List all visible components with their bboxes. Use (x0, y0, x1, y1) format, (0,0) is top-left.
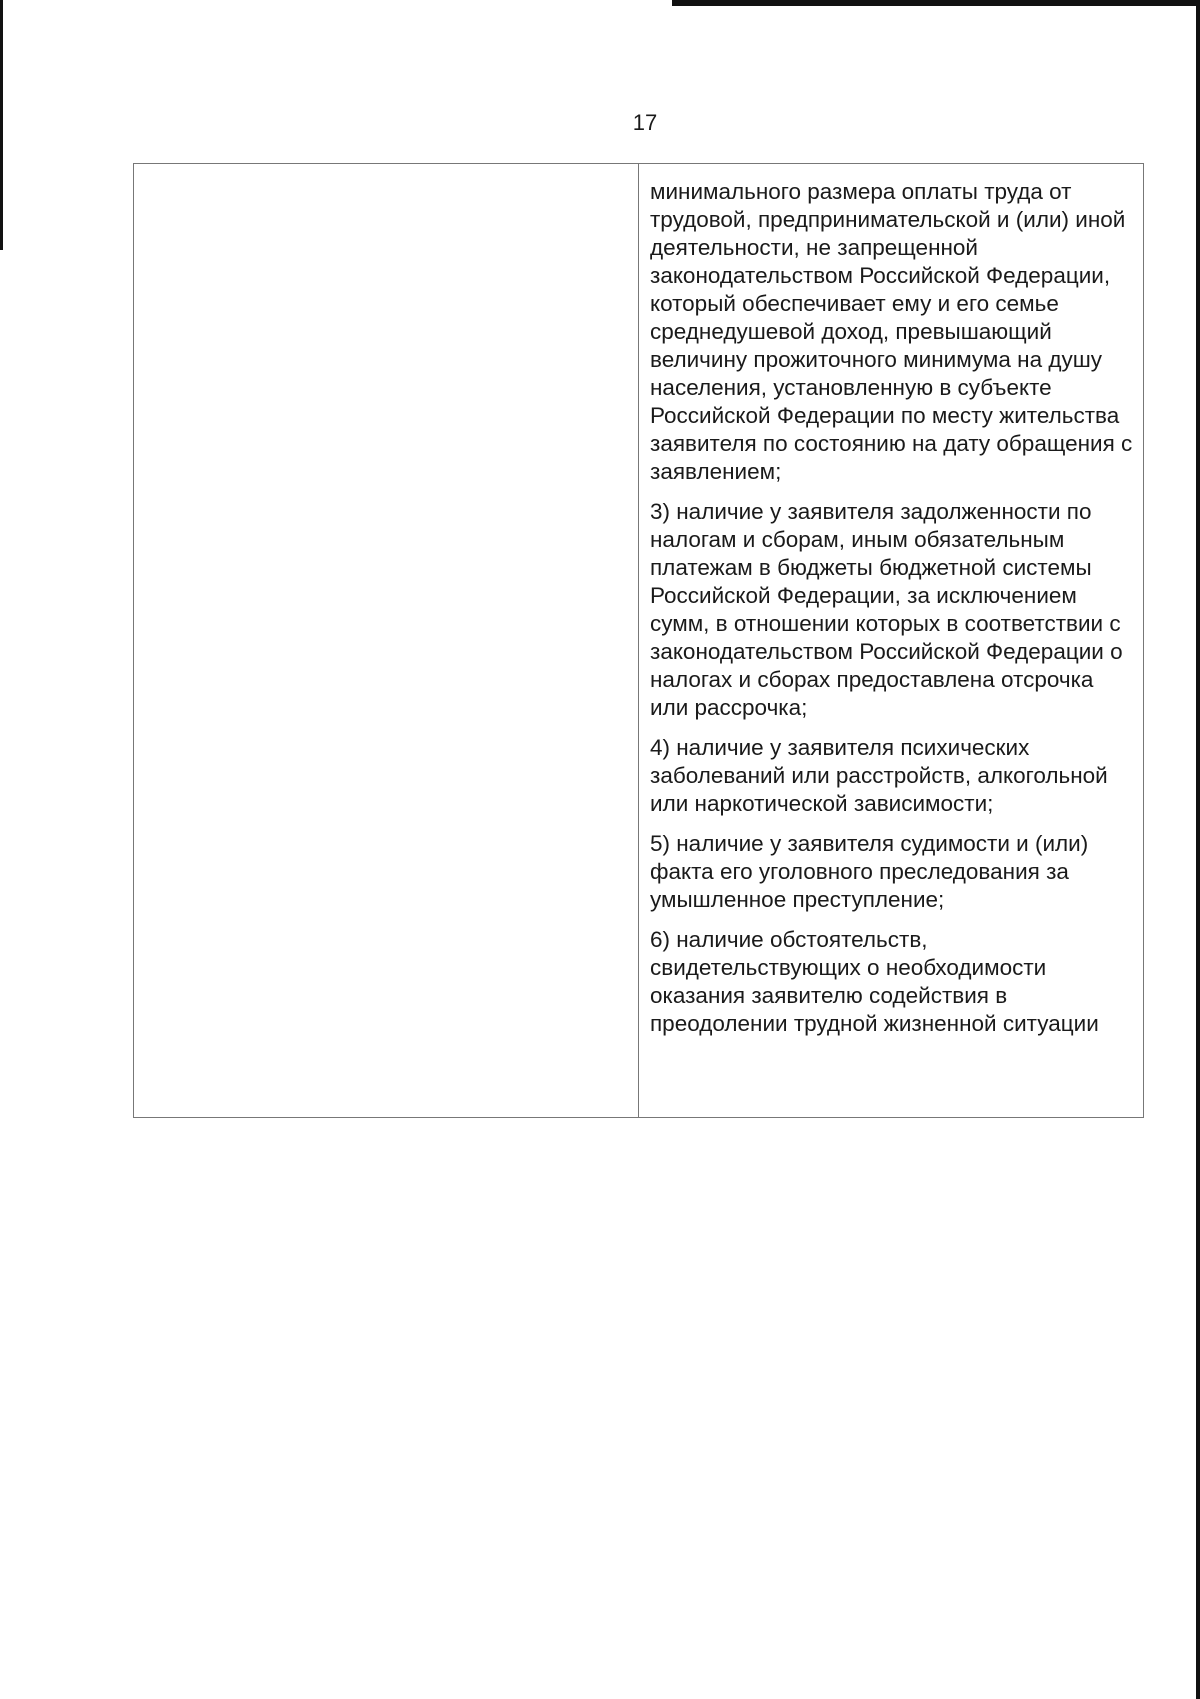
document-table (133, 163, 1144, 1118)
scan-edge-top (672, 0, 1200, 6)
page-number: 17 (632, 110, 658, 135)
paragraph-continuation: минимального размера оплаты труда от трудовой, предпринимательской и (или) иной деятельности, не запрещенной законодательством Российской Федерации, который обеспечивает ему и его семье среднедушевой доход, превышающий величину прожиточного минимума на душу населения, установленную в субъекте Российской Федерации по месту жительства заявителя по состоянию на дату обращения с заявлением; (650, 179, 1133, 484)
paragraph-item-6: 6) наличие обстоятельств, свидетельствующих о необходимости оказания заявителю содействия в преодолении трудной жизненной ситуации (650, 927, 1099, 1036)
paragraph-item-3: 3) наличие у заявителя задолженности по налогам и сборам, иным обязательным платежам в бюджеты бюджетной системы Российской Федерации, за исключением сумм, в отношении которых в соответствии с законодательством Российской Федерации о налогах и сборах предоставлена отсрочка или рассрочка; (650, 499, 1123, 720)
paragraph-item-4: 4) наличие у заявителя психических заболеваний или расстройств, алкогольной или наркотической зависимости; (650, 735, 1108, 816)
table-cell-right (639, 164, 1143, 1117)
paragraph-item-5: 5) наличие у заявителя судимости и (или) факта его уголовного преследования за умышленное преступление; (650, 831, 1089, 912)
table-cell-left (134, 164, 639, 1117)
scan-edge-right (1196, 0, 1200, 1699)
